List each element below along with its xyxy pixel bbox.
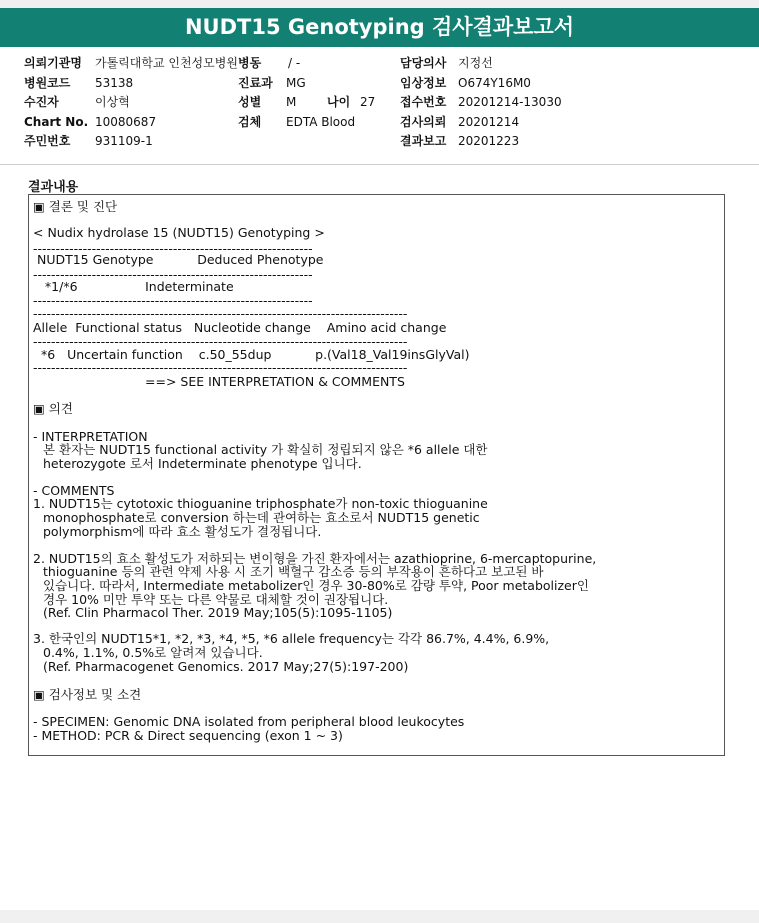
header-divider [0, 164, 759, 165]
comment-2-reference: (Ref. Clin Pharmacol Ther. 2019 May;105(5):1095-1105) [43, 605, 393, 620]
results-box [28, 194, 725, 756]
dept-value: MG [286, 76, 306, 90]
comment-3-reference: (Ref. Pharmacogenet Genomics. 2017 May;27(5):197-200) [43, 659, 409, 674]
hospital-code-label: 병원코드 [24, 76, 71, 90]
sex-label: 성별 [238, 95, 262, 109]
age-label: 나이 [327, 95, 351, 109]
conclusion-heading: ▣ 결론 및 진단 [33, 199, 118, 214]
specimen-label: 검체 [238, 115, 262, 129]
bottom-strip [0, 910, 759, 923]
doctor-value: 지정선 [458, 56, 493, 70]
resident-value: 931109-1 [95, 134, 153, 148]
patient-value: 이상혁 [95, 95, 130, 109]
table-rule: ----------------------------------------------------------------------------------- [33, 306, 408, 321]
genotyping-heading: < Nudix hydrolase 15 (NUDT15) Genotyping > [33, 225, 325, 240]
ward-value: / - [288, 56, 301, 70]
specimen-info: - SPECIMEN: Genomic DNA isolated from peripheral blood leukocytes [33, 714, 465, 729]
report-title: NUDT15 Genotyping 검사결과보고서 [0, 8, 759, 47]
table-rule: ----------------------------------------------------------------------------------- [33, 360, 408, 375]
patient-header [0, 47, 759, 165]
sex-value: M [286, 95, 297, 109]
request-value: 20201214 [458, 115, 520, 129]
report-date-value: 20201223 [458, 134, 520, 148]
opinion-heading: ▣ 의견 [33, 401, 73, 416]
comment-1: monophosphate로 conversion 하는데 관여하는 효소로서 NUDT15 genetic [43, 510, 480, 525]
request-label: 검사의뢰 [400, 115, 447, 129]
allele-header-row: Allele Functional status Nucleotide change Amino acid change [33, 320, 447, 335]
age-value: 27 [360, 95, 376, 109]
ward-label: 병동 [238, 56, 262, 70]
patient-label: 수진자 [24, 95, 59, 109]
table-rule: -------------------------------------------------------------- [33, 267, 313, 282]
chart-no-value: 10080687 [95, 115, 157, 129]
method-info: - METHOD: PCR & Direct sequencing (exon 1 ~ 3) [33, 728, 343, 743]
test-info-heading: ▣ 검사정보 및 소견 [33, 687, 142, 702]
receipt-label: 접수번호 [400, 95, 447, 109]
doctor-label: 담당의사 [400, 56, 447, 70]
table-rule: -------------------------------------------------------------- [33, 241, 313, 256]
comment-3: 3. 한국인의 NUDT15*1, *2, *3, *4, *5, *6 allele frequency는 각각 86.7%, 4.4%, 6.9%, [33, 631, 550, 646]
comment-2: thioguanine 등의 관련 약제 사용 시 조기 백혈구 감소증 등의 부작용이 흔하다고 보고된 바 [43, 564, 544, 579]
interpretation-text: 본 환자는 NUDT15 functional activity 가 확실히 정립되지 않은 *6 allele 대한 [43, 442, 488, 457]
specimen-value: EDTA Blood [286, 115, 356, 129]
interpretation-heading: - INTERPRETATION [33, 429, 148, 444]
clinical-label: 임상정보 [400, 76, 447, 90]
comment-2: 있습니다. 따라서, Intermediate metabolizer인 경우 30-80%로 감량 투약, Poor metabolizer인 [43, 578, 589, 593]
comment-2: 경우 10% 미만 투약 또는 다른 약물로 대체할 것이 권장됩니다. [43, 592, 389, 607]
comment-1: polymorphism에 따라 효소 활성도가 결정됩니다. [43, 524, 322, 539]
comment-3: 0.4%, 1.1%, 0.5%로 알려져 있습니다. [43, 645, 263, 660]
dept-label: 진료과 [238, 76, 273, 90]
table-rule: -------------------------------------------------------------- [33, 293, 313, 308]
allele-row: *6 Uncertain function c.50_55dup p.(Val18_Val19insGlyVal) [33, 347, 470, 362]
institution-value: 가톨릭대학교 인천성모병원 [95, 56, 238, 70]
results-section-title: 결과내용 [28, 180, 79, 195]
institution-label: 의뢰기관명 [24, 56, 82, 70]
receipt-value: 20201214-13030 [458, 95, 562, 109]
chart-no-label: Chart No. [24, 115, 89, 129]
table-rule: ----------------------------------------------------------------------------------- [33, 334, 408, 349]
comment-1: 1. NUDT15는 cytotoxic thioguanine triphosphate가 non-toxic thioguanine [33, 496, 488, 511]
report-date-label: 결과보고 [400, 134, 447, 148]
hospital-code-value: 53138 [95, 76, 134, 90]
genotype-header-row: NUDT15 Genotype Deduced Phenotype [33, 252, 324, 267]
comments-heading: - COMMENTS [33, 483, 115, 498]
genotype-row: *1/*6 Indeterminate [33, 279, 234, 294]
resident-label: 주민번호 [24, 134, 71, 148]
interpretation-text: heterozygote 로서 Indeterminate phenotype 입니다. [43, 456, 362, 471]
clinical-value: O674Y16M0 [458, 76, 531, 90]
see-interpretation-note: ==> SEE INTERPRETATION & COMMENTS [145, 374, 405, 389]
comment-2: 2. NUDT15의 효소 활성도가 저하되는 변이형을 가진 환자에서는 azathioprine, 6-mercaptopurine, [33, 551, 597, 566]
top-strip [0, 0, 759, 8]
